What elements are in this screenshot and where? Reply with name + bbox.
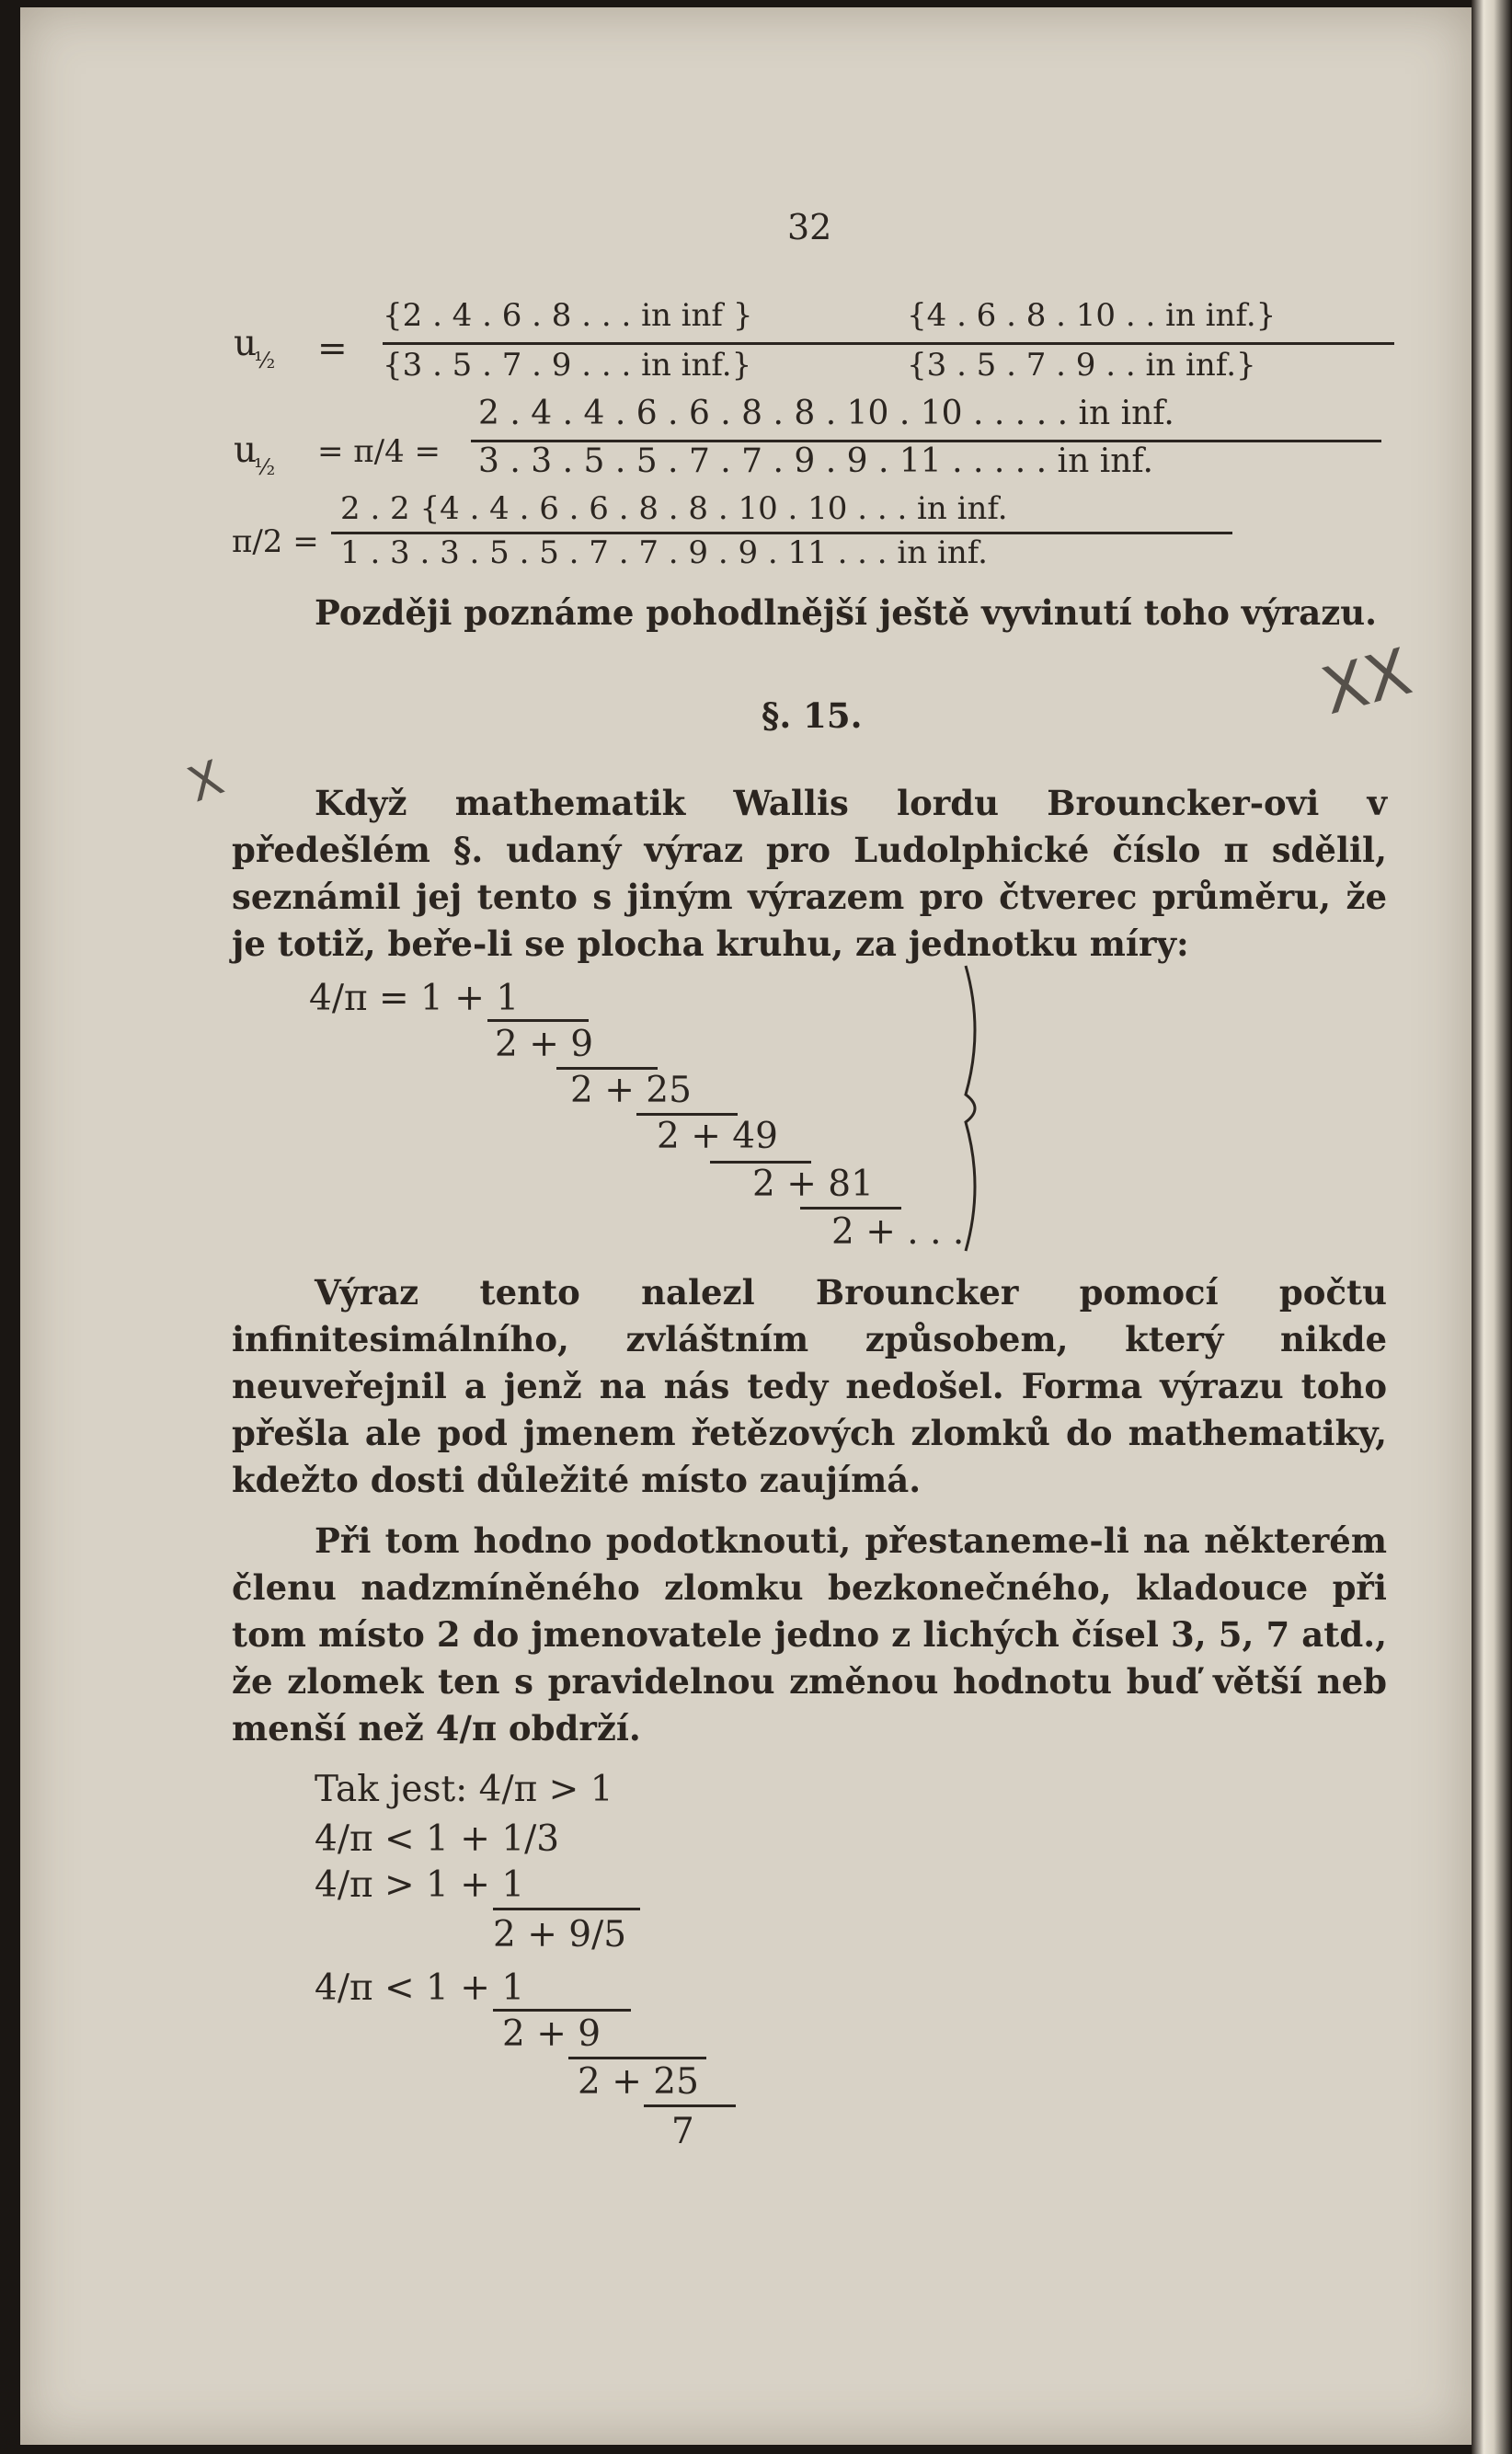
cf1-d2: 2 + 25 (570, 1070, 692, 1111)
cf1-bracket (956, 957, 993, 1260)
inequality-4-bar-2 (568, 2057, 706, 2059)
inequality-2: 4/π < 1 + 1/3 (315, 1818, 560, 1860)
inequality-3-bar (493, 1908, 640, 1910)
formula-u1-den2: {3 . 5 . 7 . 9 . . in inf.} (907, 347, 1256, 384)
formula-pi-den: 1 . 3 . 3 . 5 . 5 . 7 . 7 . 9 . 9 . 11 . . . in inf. (340, 534, 988, 571)
inequality-4-bar-1 (493, 2009, 631, 2012)
cf1-bar-1 (487, 1019, 589, 1022)
formula-u1-den1: {3 . 5 . 7 . 9 . . . in inf.} (383, 347, 752, 384)
inequality-4-d2: 2 + 25 (578, 2061, 699, 2103)
formula-u2-eq: = π/4 = (317, 433, 441, 470)
formula-u1-num2: {4 . 6 . 8 . 10 . . in inf.} (907, 297, 1277, 334)
later-line: Později poznáme pohodlnější ještě vyvinutí toho výrazu. (315, 592, 1378, 633)
formula-pi-num: 2 . 2 {4 . 4 . 6 . 6 . 8 . 8 . 10 . 10 . . . in inf. (340, 490, 1008, 527)
formula-u1-eq: = (317, 328, 348, 370)
formula-u2-sub: ½ (254, 454, 276, 480)
section-heading: §. 15. (762, 695, 863, 736)
formula-u1-sub: ½ (254, 348, 276, 373)
cf1-bar-5 (800, 1207, 901, 1210)
formula-u2-den: 3 . 3 . 5 . 5 . 7 . 7 . 9 . 9 . 11 . . . . . in inf. (478, 442, 1153, 480)
inequality-3-lhs: 4/π > 1 + 1 (315, 1864, 525, 1906)
page-number: 32 (787, 207, 832, 247)
tak-jest: Tak jest: 4/π > 1 (315, 1769, 613, 1810)
cf1-d4: 2 + 81 (752, 1164, 874, 1205)
inequality-4-lhs: 4/π < 1 + 1 (315, 1967, 525, 2009)
formula-u1-lhs: u (234, 323, 258, 364)
formula-u1-bar (383, 342, 1394, 345)
book-edge (1472, 0, 1512, 2454)
paragraph-1: Když mathematik Wallis lordu Brouncker-ovi v předešlém §. udaný výraz pro Ludolphické číslo π sdělil, seznámil jej tento s jiným výrazem pro čtverec průměru, že je totiž, beře-li se plocha kruhu, za jednotku míry: (232, 783, 1387, 964)
inequality-4-d1: 2 + 9 (502, 2013, 601, 2055)
cf1-d1: 2 + 9 (495, 1024, 594, 1065)
formula-u2-num: 2 . 4 . 4 . 6 . 6 . 8 . 8 . 10 . 10 . . . . . in inf. (478, 395, 1174, 432)
cf1-lhs: 4/π = 1 + 1 (309, 978, 520, 1019)
formula-u2-lhs: u (234, 430, 258, 471)
cf1-d5: 2 + . . . (831, 1211, 965, 1253)
annotation-xx: XX (1314, 633, 1419, 730)
inequality-3-den: 2 + 9/5 (493, 1914, 627, 1955)
paragraph-3: Při tom hodno podotknouti, přestaneme-li na některém členu nadzmíněného zlomku bezkonečného, kladouce při tom místo 2 do jmenovatele jedno z lichých čísel 3, 5, 7 atd., že zlomek ten s pravidelnou změnou hodnotu buď větší neb menší než 4/π obdrží. (232, 1520, 1387, 1749)
annotation-x: X (180, 750, 231, 814)
paragraph-2: Výraz tento nalezl Brouncker pomocí počtu infinitesimálního, zvláštním způsobem, který nikde neuveřejnil a jenž na nás tedy nedošel. Forma výrazu toho přešla ale pod jmenem řetězových zlomků do mathematiky, kdežto dosti důležité místo zaujímá. (232, 1272, 1387, 1500)
formula-pi-lhs: π/2 = (232, 523, 319, 560)
inequality-4-bar-3 (644, 2104, 736, 2107)
inequality-4-d3: 7 (671, 2111, 694, 2152)
formula-u1-num1: {2 . 4 . 6 . 8 . . . in inf } (383, 297, 753, 334)
cf1-d3: 2 + 49 (657, 1116, 778, 1157)
